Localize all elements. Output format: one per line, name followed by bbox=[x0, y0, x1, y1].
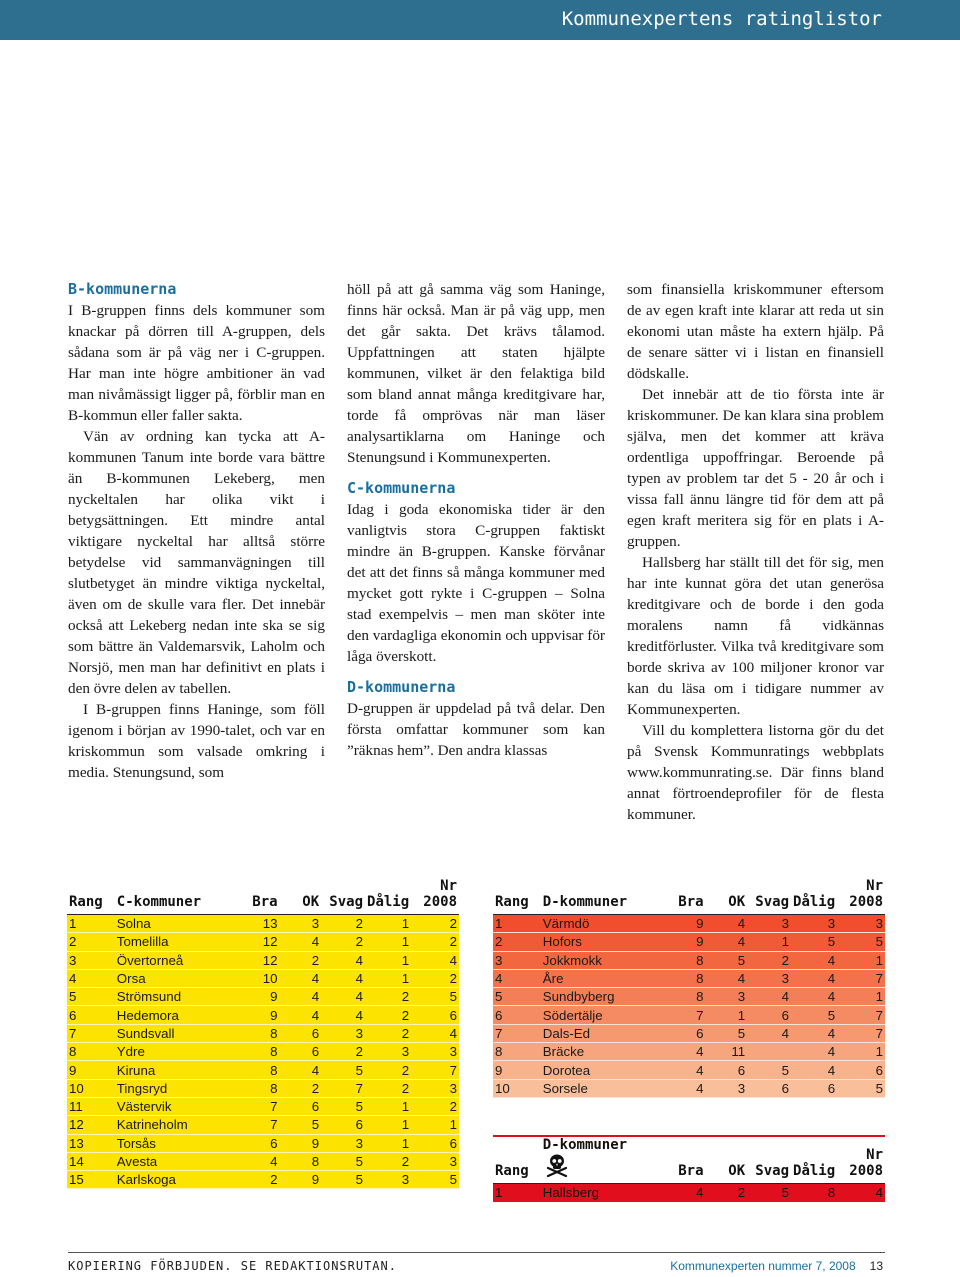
table-cell: 6 bbox=[706, 1061, 748, 1079]
table-cell: 2 bbox=[280, 1079, 322, 1097]
article-column-1 bbox=[68, 279, 325, 783]
copyright-notice: KOPIERING FÖRBJUDEN. SE REDAKTIONSRUTAN. bbox=[68, 1259, 397, 1273]
table-cell: 1 bbox=[365, 1097, 411, 1115]
table-cell: 9 bbox=[493, 1061, 541, 1079]
table-row bbox=[493, 933, 885, 951]
table-cell: 6 bbox=[280, 1043, 322, 1061]
table-cell: 4 bbox=[791, 1024, 837, 1042]
table-cell: 4 bbox=[662, 1061, 706, 1079]
table-cell: Södertälje bbox=[541, 1006, 662, 1024]
table-cell: 3 bbox=[747, 969, 791, 987]
table-cell: Kiruna bbox=[115, 1061, 236, 1079]
d-kommuner-table bbox=[493, 878, 885, 1098]
column-header-ok: OK bbox=[728, 894, 746, 910]
table-cell: 4 bbox=[411, 1024, 459, 1042]
table-cell: 4 bbox=[706, 915, 748, 933]
c-kommuner-rows bbox=[67, 915, 459, 1189]
table-cell: 1 bbox=[411, 1116, 459, 1134]
table-cell: 7 bbox=[837, 969, 885, 987]
table-cell: 2 bbox=[321, 933, 365, 951]
table-cell: Hedemora bbox=[115, 1006, 236, 1024]
table-cell: 5 bbox=[493, 988, 541, 1006]
table-cell: 2 bbox=[365, 1152, 411, 1170]
table-cell: 3 bbox=[365, 1043, 411, 1061]
column-header-kommun: D-kommuner bbox=[542, 894, 628, 910]
section-heading-b: B-kommunerna bbox=[68, 280, 177, 298]
table-cell: 5 bbox=[706, 1024, 748, 1042]
table-row bbox=[493, 1024, 885, 1042]
column-header-svag: Svag bbox=[747, 1136, 791, 1184]
table-cell: 1 bbox=[67, 915, 115, 933]
table-cell: 3 bbox=[747, 915, 791, 933]
table-cell: 6 bbox=[791, 1079, 837, 1097]
table-cell: 4 bbox=[280, 988, 322, 1006]
table-cell: 1 bbox=[365, 933, 411, 951]
table-cell: 4 bbox=[280, 933, 322, 951]
table-cell: Katrineholm bbox=[115, 1116, 236, 1134]
column-header-bra: Bra bbox=[662, 1136, 706, 1184]
table-cell: 6 bbox=[280, 1024, 322, 1042]
paragraph: I B-gruppen finns dels kommuner som knackar på dörren till A-gruppen, dels sådana som är på väg ner i C-gruppen. Har man inte högre ambitioner än vad man nivåmässigt ligger på, förblir man en B-kommun eller faller sakta. bbox=[68, 302, 325, 424]
table-cell: 5 bbox=[706, 951, 748, 969]
table-cell: 4 bbox=[791, 1061, 837, 1079]
table-cell: Sundbyberg bbox=[541, 988, 662, 1006]
table-cell: Bräcke bbox=[541, 1043, 662, 1061]
kriskommuner-rows bbox=[493, 1184, 885, 1202]
table-cell: 9 bbox=[236, 988, 280, 1006]
column-header-rang: Rang bbox=[493, 1136, 541, 1184]
table-cell: 7 bbox=[493, 1024, 541, 1042]
table-cell: 3 bbox=[411, 1079, 459, 1097]
table-cell: Dorotea bbox=[541, 1061, 662, 1079]
publication-name: Kommunexperten nummer 7, 2008 bbox=[670, 1259, 856, 1273]
column-header-bra: Bra bbox=[252, 894, 278, 910]
table-cell: 5 bbox=[411, 988, 459, 1006]
table-cell: 9 bbox=[67, 1061, 115, 1079]
table-cell: 7 bbox=[662, 1006, 706, 1024]
table-cell: 6 bbox=[411, 1134, 459, 1152]
table-cell: 2 bbox=[321, 915, 365, 933]
column-header-ok: OK bbox=[302, 894, 320, 910]
table-row bbox=[67, 969, 459, 987]
table-row bbox=[67, 1024, 459, 1042]
table-row bbox=[67, 1061, 459, 1079]
column-header-nr: Nr 2008 bbox=[423, 878, 457, 910]
table-cell: 4 bbox=[791, 988, 837, 1006]
table-cell: Jokkmokk bbox=[541, 951, 662, 969]
paragraph: I B-gruppen finns Haninge, som föll igenom i början av 1990-talet, och var en kriskommun som valsade omkring i media. Stenungsund, som bbox=[68, 701, 325, 781]
table-cell: 7 bbox=[236, 1097, 280, 1115]
table-cell: 5 bbox=[411, 1171, 459, 1189]
table-cell: 4 bbox=[662, 1043, 706, 1061]
table-cell: 12 bbox=[236, 933, 280, 951]
table-cell: Strömsund bbox=[115, 988, 236, 1006]
table-row bbox=[67, 1079, 459, 1097]
table-cell: 9 bbox=[662, 915, 706, 933]
page-title: Kommunexpertens ratinglistor bbox=[561, 8, 882, 30]
table-cell: 5 bbox=[791, 1006, 837, 1024]
table-cell: 10 bbox=[67, 1079, 115, 1097]
table-row bbox=[493, 1061, 885, 1079]
table-cell: 3 bbox=[280, 915, 322, 933]
table-cell: 8 bbox=[236, 1061, 280, 1079]
header-bar bbox=[0, 0, 960, 40]
table-row bbox=[493, 1079, 885, 1097]
column-header-dalig: Dålig bbox=[791, 1136, 837, 1184]
article-column-3 bbox=[627, 279, 884, 825]
paragraph: Idag i goda ekonomiska tider är den vanligtvis stora C-gruppen faktiskt mindre än B-gruppen. Kanske förvånar det att det finns så många kommuner med mycket gott rykte i C-gruppen – Solna stad exempelvis – men man sköter inte den vardagliga ekonomin och uppvisar för låga överskott. bbox=[347, 501, 605, 665]
page-number: 13 bbox=[869, 1259, 883, 1273]
table-cell: 8 bbox=[662, 988, 706, 1006]
column-header-rang: Rang bbox=[69, 894, 103, 910]
table-cell: 2 bbox=[365, 1024, 411, 1042]
paragraph: Det innebär att de tio första inte är kriskommuner. De kan klara sina problem själva, men det kommer att kräva ordentliga uppoffringar. Beroende på typen av problem tar det 5 - 20 år och i vissa fall ännu längre tid för dem att på egen kraft meritera sig för en plats i A-gruppen. bbox=[627, 386, 884, 550]
table-row bbox=[67, 988, 459, 1006]
table-cell: 13 bbox=[67, 1134, 115, 1152]
table-row bbox=[67, 915, 459, 933]
table-cell: 6 bbox=[837, 1061, 885, 1079]
table-cell: 4 bbox=[321, 988, 365, 1006]
table-row bbox=[67, 1171, 459, 1189]
c-kommuner-table bbox=[67, 878, 459, 1189]
table-cell: 8 bbox=[662, 951, 706, 969]
table-cell: 5 bbox=[747, 1184, 791, 1202]
table-cell: Tingsryd bbox=[115, 1079, 236, 1097]
table-cell: 2 bbox=[67, 933, 115, 951]
table-cell: Karlskoga bbox=[115, 1171, 236, 1189]
table-row bbox=[67, 1006, 459, 1024]
table-cell: 6 bbox=[411, 1006, 459, 1024]
footer-divider bbox=[68, 1252, 885, 1253]
table-cell: 5 bbox=[321, 1061, 365, 1079]
table-cell: 6 bbox=[280, 1097, 322, 1115]
table-cell: Solna bbox=[115, 915, 236, 933]
table-cell: 11 bbox=[706, 1043, 748, 1061]
table-cell: 4 bbox=[280, 1061, 322, 1079]
table-cell: Orsa bbox=[115, 969, 236, 987]
table-cell: 4 bbox=[493, 969, 541, 987]
table-cell: 13 bbox=[236, 915, 280, 933]
table-cell: 14 bbox=[67, 1152, 115, 1170]
table-cell: 2 bbox=[411, 969, 459, 987]
table-row bbox=[67, 951, 459, 969]
table-cell: 5 bbox=[747, 1061, 791, 1079]
table-cell: 4 bbox=[280, 969, 322, 987]
skull-crossbones-icon bbox=[545, 1153, 569, 1177]
d-kommuner-rows bbox=[493, 915, 885, 1098]
table-cell: 4 bbox=[706, 933, 748, 951]
table-cell: 5 bbox=[67, 988, 115, 1006]
table-cell: 6 bbox=[321, 1116, 365, 1134]
table-row bbox=[67, 1043, 459, 1061]
table-cell: 8 bbox=[662, 969, 706, 987]
table-cell: 7 bbox=[837, 1006, 885, 1024]
table-cell: 3 bbox=[321, 1134, 365, 1152]
paragraph: Vän av ordning kan tycka att A-kommunen Tanum inte borde vara bättre än B-kommunen Lekeberg, men nyckeltalen har olika vikt i betygsättningen. Ett mindre antal viktigare nyckeltal har alltså större betydelse vid sammanvägningen till slutbetyget än mindre viktiga nyckeltal, även om de skulle vara fler. Det innebär också att Lekeberg nedan inte ska se sig som bättre än Valdemarsvik, Laholm och Norsjö, men man har definitivt en plats i den övre delen av tabellen. bbox=[68, 428, 325, 697]
table-cell: 12 bbox=[236, 951, 280, 969]
table-cell: 3 bbox=[411, 1043, 459, 1061]
table-cell: 7 bbox=[67, 1024, 115, 1042]
table-cell: 7 bbox=[236, 1116, 280, 1134]
table-cell: Åre bbox=[541, 969, 662, 987]
table-cell: 2 bbox=[411, 1097, 459, 1115]
table-cell: 4 bbox=[411, 951, 459, 969]
table-cell: 2 bbox=[280, 951, 322, 969]
table-cell: 12 bbox=[67, 1116, 115, 1134]
kriskommuner-table bbox=[493, 1135, 885, 1202]
table-cell: 4 bbox=[321, 969, 365, 987]
table-cell: 2 bbox=[747, 951, 791, 969]
table-cell: 8 bbox=[236, 1043, 280, 1061]
table-cell: 4 bbox=[791, 969, 837, 987]
table-cell: 7 bbox=[837, 1024, 885, 1042]
table-cell: 5 bbox=[280, 1116, 322, 1134]
table-cell: 2 bbox=[321, 1043, 365, 1061]
table-cell: 9 bbox=[662, 933, 706, 951]
table-cell: 4 bbox=[321, 1006, 365, 1024]
column-header-dalig: Dålig bbox=[793, 894, 836, 910]
table-cell: 7 bbox=[411, 1061, 459, 1079]
table-cell: 1 bbox=[837, 988, 885, 1006]
table-cell: 8 bbox=[67, 1043, 115, 1061]
table-cell: 4 bbox=[706, 969, 748, 987]
table-cell: 11 bbox=[67, 1097, 115, 1115]
table-cell: 3 bbox=[365, 1171, 411, 1189]
paragraph: Vill du komplettera listorna gör du det på Svensk Kommunratings webbplats www.kommunrating.se. Där finns bland annat förtroendeprofiler för de flesta kommuner. bbox=[627, 722, 884, 823]
table-cell: Övertorneå bbox=[115, 951, 236, 969]
table-row bbox=[493, 1006, 885, 1024]
column-header-kommun: D-kommuner bbox=[541, 1136, 662, 1184]
footer-publication bbox=[670, 1259, 883, 1273]
table-cell: Dals-Ed bbox=[541, 1024, 662, 1042]
table-row bbox=[67, 1097, 459, 1115]
table-cell: 6 bbox=[662, 1024, 706, 1042]
table-cell: 3 bbox=[791, 915, 837, 933]
paragraph: som finansiella kriskommuner eftersom de av egen kraft inte klarar att reda ut sin ekonomi utan måste ha extern hjälp. På de senare sätter vi i listan en finansiell dödskalle. bbox=[627, 281, 884, 382]
table-cell: 2 bbox=[411, 915, 459, 933]
table-cell: 1 bbox=[493, 1184, 541, 1202]
table-cell: 6 bbox=[236, 1134, 280, 1152]
table-row bbox=[493, 969, 885, 987]
table-row bbox=[493, 988, 885, 1006]
table-cell: 5 bbox=[321, 1171, 365, 1189]
column-header-nr: Nr 2008 bbox=[849, 878, 883, 910]
table-cell: 4 bbox=[747, 988, 791, 1006]
table-cell: Torsås bbox=[115, 1134, 236, 1152]
table-cell: 10 bbox=[493, 1079, 541, 1097]
table-cell: 7 bbox=[321, 1079, 365, 1097]
column-header-svag: Svag bbox=[329, 894, 364, 910]
table-cell: 1 bbox=[837, 1043, 885, 1061]
table-cell: 1 bbox=[747, 933, 791, 951]
table-cell: 1 bbox=[365, 969, 411, 987]
table-cell: 5 bbox=[791, 933, 837, 951]
paragraph: D-gruppen är uppdelad på två delar. Den första omfattar kommuner som kan ”räknas hem”. Den andra klassas bbox=[347, 700, 605, 759]
table-cell bbox=[747, 1043, 791, 1061]
table-cell: 8 bbox=[280, 1152, 322, 1170]
table-cell: 2 bbox=[365, 1006, 411, 1024]
table-row bbox=[67, 1116, 459, 1134]
table-cell: Hallsberg bbox=[541, 1184, 662, 1202]
table-cell: 5 bbox=[837, 1079, 885, 1097]
table-cell: 5 bbox=[837, 933, 885, 951]
table-cell: 2 bbox=[706, 1184, 748, 1202]
table-cell: 1 bbox=[365, 1116, 411, 1134]
table-cell: 2 bbox=[236, 1171, 280, 1189]
table-cell: 1 bbox=[706, 1006, 748, 1024]
table-row bbox=[493, 915, 885, 933]
table-cell: Värmdö bbox=[541, 915, 662, 933]
column-header-nr: Nr 2008 bbox=[837, 1136, 885, 1184]
table-cell: 3 bbox=[493, 951, 541, 969]
column-header-svag: Svag bbox=[755, 894, 790, 910]
table-cell: 4 bbox=[280, 1006, 322, 1024]
paragraph: höll på att gå samma väg som Haninge, finns här också. Man är på väg upp, men det går sakta. Det krävs tålamod. Uppfattningen att staten hjälpte kommunen, vilket är den felaktiga bild som bland annat många kreditgivare har, torde få omprövas när man läser analysartiklarna om Haninge och Stenungsund i Kommunexperten. bbox=[347, 281, 605, 466]
table-cell: 4 bbox=[662, 1079, 706, 1097]
table-cell: 8 bbox=[236, 1024, 280, 1042]
table-cell: 4 bbox=[837, 1184, 885, 1202]
table-cell: Sorsele bbox=[541, 1079, 662, 1097]
table-cell: 1 bbox=[365, 951, 411, 969]
table-cell: 2 bbox=[411, 933, 459, 951]
table-cell: 3 bbox=[411, 1152, 459, 1170]
table-cell: 4 bbox=[662, 1184, 706, 1202]
table-cell: 6 bbox=[493, 1006, 541, 1024]
table-cell: 4 bbox=[67, 969, 115, 987]
table-row bbox=[67, 933, 459, 951]
table-cell: 10 bbox=[236, 969, 280, 987]
table-cell: 3 bbox=[706, 1079, 748, 1097]
table-cell: 1 bbox=[365, 915, 411, 933]
table-cell: Avesta bbox=[115, 1152, 236, 1170]
column-header-kommun: C-kommuner bbox=[116, 894, 202, 910]
table-cell: 3 bbox=[706, 988, 748, 1006]
paragraph: Hallsberg har ställt till det för sig, men har inte kunnat göra det utan generösa kreditgivare och de borde i den goda moralens namn få vidkännas kreditförluster. Vilka två kreditgivare som borde skriva av 100 miljoner kronor var kan du läsa om i tidigare nummer av Kommunexperten. bbox=[627, 554, 884, 718]
table-cell: Hofors bbox=[541, 933, 662, 951]
section-heading-d: D-kommunerna bbox=[347, 678, 456, 696]
table-row bbox=[67, 1152, 459, 1170]
table-cell: 6 bbox=[747, 1079, 791, 1097]
table-row bbox=[493, 951, 885, 969]
table-cell: 8 bbox=[236, 1079, 280, 1097]
table-cell: 8 bbox=[791, 1184, 837, 1202]
table-cell: 3 bbox=[837, 915, 885, 933]
table-cell: 2 bbox=[365, 988, 411, 1006]
table-cell: 15 bbox=[67, 1171, 115, 1189]
table-cell: 9 bbox=[236, 1006, 280, 1024]
table-cell: 2 bbox=[365, 1061, 411, 1079]
column-header-dalig: Dålig bbox=[367, 894, 410, 910]
table-cell: Ydre bbox=[115, 1043, 236, 1061]
section-heading-c: C-kommunerna bbox=[347, 479, 456, 497]
table-cell: 1 bbox=[365, 1134, 411, 1152]
column-header-ok: OK bbox=[706, 1136, 748, 1184]
table-cell: 2 bbox=[493, 933, 541, 951]
table-cell: Västervik bbox=[115, 1097, 236, 1115]
table-cell: 4 bbox=[747, 1024, 791, 1042]
table-cell: 9 bbox=[280, 1171, 322, 1189]
table-cell: 5 bbox=[321, 1152, 365, 1170]
table-cell: 3 bbox=[321, 1024, 365, 1042]
table-row bbox=[493, 1184, 885, 1202]
table-cell: 6 bbox=[67, 1006, 115, 1024]
table-cell: 4 bbox=[791, 951, 837, 969]
table-cell: 3 bbox=[67, 951, 115, 969]
article-column-2 bbox=[347, 279, 605, 761]
table-cell: Sundsvall bbox=[115, 1024, 236, 1042]
table-row bbox=[67, 1134, 459, 1152]
table-cell: 4 bbox=[791, 1043, 837, 1061]
column-header-rang: Rang bbox=[495, 894, 529, 910]
table-cell: 1 bbox=[837, 951, 885, 969]
table-cell: 2 bbox=[365, 1079, 411, 1097]
table-cell: 9 bbox=[280, 1134, 322, 1152]
table-cell: 8 bbox=[493, 1043, 541, 1061]
table-cell: 5 bbox=[321, 1097, 365, 1115]
table-cell: 4 bbox=[321, 951, 365, 969]
table-cell: 1 bbox=[493, 915, 541, 933]
table-cell: 6 bbox=[747, 1006, 791, 1024]
table-cell: 4 bbox=[236, 1152, 280, 1170]
table-cell: Tomelilla bbox=[115, 933, 236, 951]
column-header-bra: Bra bbox=[678, 894, 704, 910]
table-row bbox=[493, 1043, 885, 1061]
